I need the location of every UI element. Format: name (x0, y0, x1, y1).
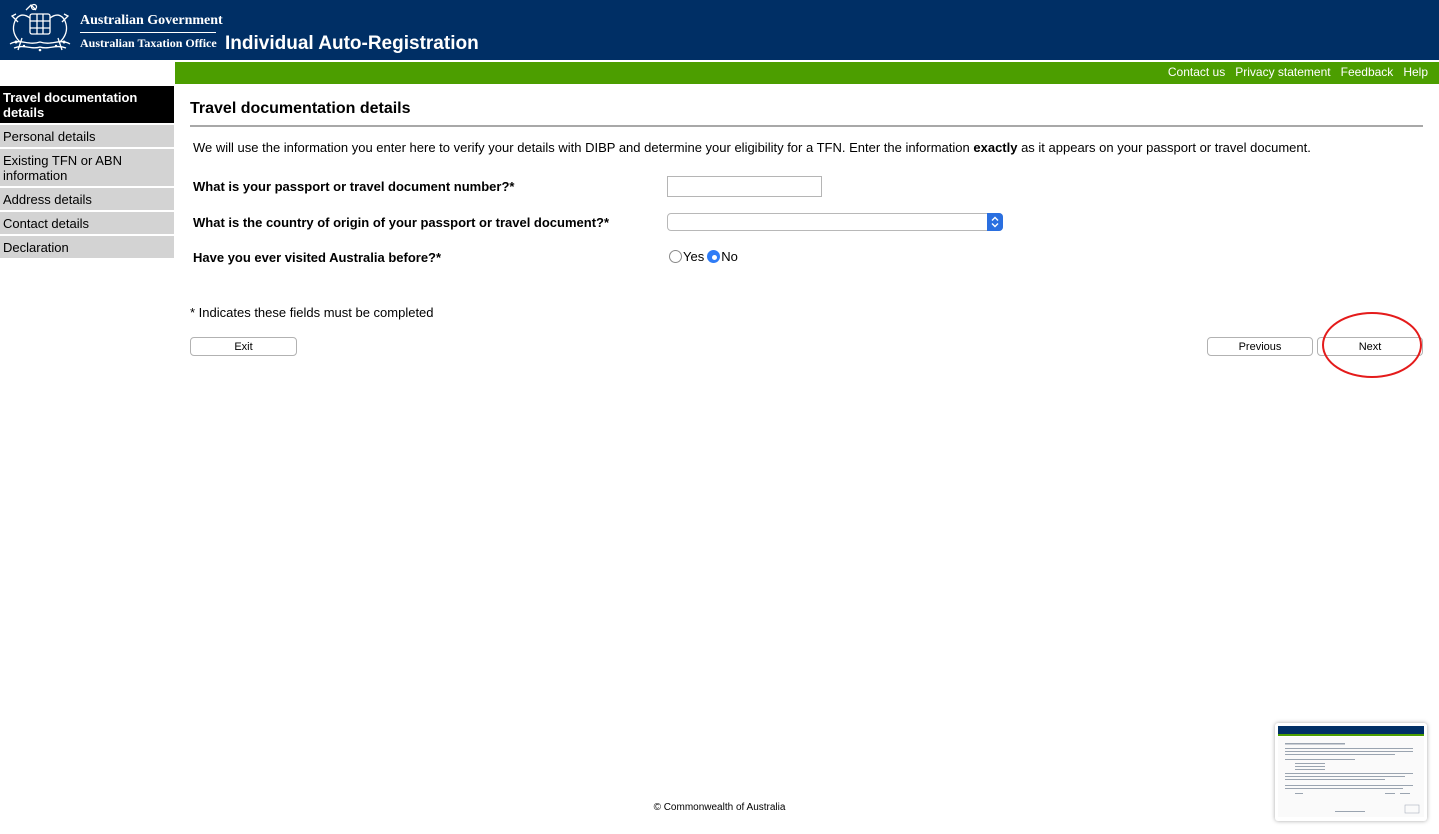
footer-copyright: © Commonwealth of Australia (653, 802, 786, 813)
required-fields-note: * Indicates these fields must be completed (190, 305, 434, 320)
visited-yes-label: Yes (683, 249, 705, 264)
previous-button[interactable]: Previous (1207, 337, 1313, 356)
title-divider (190, 125, 1423, 127)
intro-text-end: as it appears on your passport or travel document. (1017, 140, 1311, 155)
exit-button[interactable]: Exit (190, 337, 297, 356)
coat-of-arms-icon (4, 2, 76, 54)
sidebar-nav (0, 86, 174, 260)
agency-name: Australian Taxation Office (80, 36, 217, 50)
country-of-origin-select[interactable] (667, 213, 1003, 231)
help-link[interactable]: Help (1403, 65, 1428, 79)
passport-number-input[interactable] (667, 176, 822, 197)
screenshot-thumbnail[interactable] (1275, 723, 1427, 821)
visited-no-radio[interactable] (707, 250, 720, 263)
visited-no-label: No (721, 249, 738, 264)
visited-australia-label: Have you ever visited Australia before?* (193, 250, 442, 265)
contact-us-link[interactable]: Contact us (1167, 65, 1226, 79)
sidebar-item-address-details[interactable]: Address details (0, 188, 174, 212)
next-button[interactable]: Next (1317, 337, 1423, 356)
utility-bar (175, 62, 1439, 84)
sidebar-item-existing-tfn-abn[interactable]: Existing TFN or ABN information (0, 149, 174, 188)
intro-text-emphasis: exactly (973, 140, 1018, 155)
visited-yes-radio[interactable] (669, 250, 682, 263)
thumbnail-preview-icon (1275, 723, 1427, 821)
intro-text (193, 140, 1311, 155)
header-divider (80, 32, 216, 33)
sidebar-item-declaration[interactable]: Declaration (0, 236, 174, 260)
sidebar-item-personal-details[interactable]: Personal details (0, 125, 174, 149)
passport-number-label: What is your passport or travel document number?* (193, 179, 515, 194)
app-title: Individual Auto-Registration (225, 33, 479, 54)
utility-links (1168, 65, 1428, 79)
intro-text-start: We will use the information you enter here to verify your details with DIBP and determine your eligibility for a TFN. Enter the information (193, 140, 974, 155)
site-header (0, 0, 1439, 60)
country-of-origin-label: What is the country of origin of your passport or travel document?* (193, 215, 610, 230)
government-name: Australian Government (80, 13, 223, 28)
privacy-statement-link[interactable]: Privacy statement (1235, 65, 1331, 79)
select-chevron-icon (987, 213, 1003, 231)
sidebar-item-travel-documentation[interactable]: Travel documentation details (0, 86, 174, 125)
sidebar-item-contact-details[interactable]: Contact details (0, 212, 174, 236)
visited-australia-radio-group (669, 249, 738, 264)
page-title: Travel documentation details (190, 100, 411, 117)
feedback-link[interactable]: Feedback (1340, 65, 1394, 79)
